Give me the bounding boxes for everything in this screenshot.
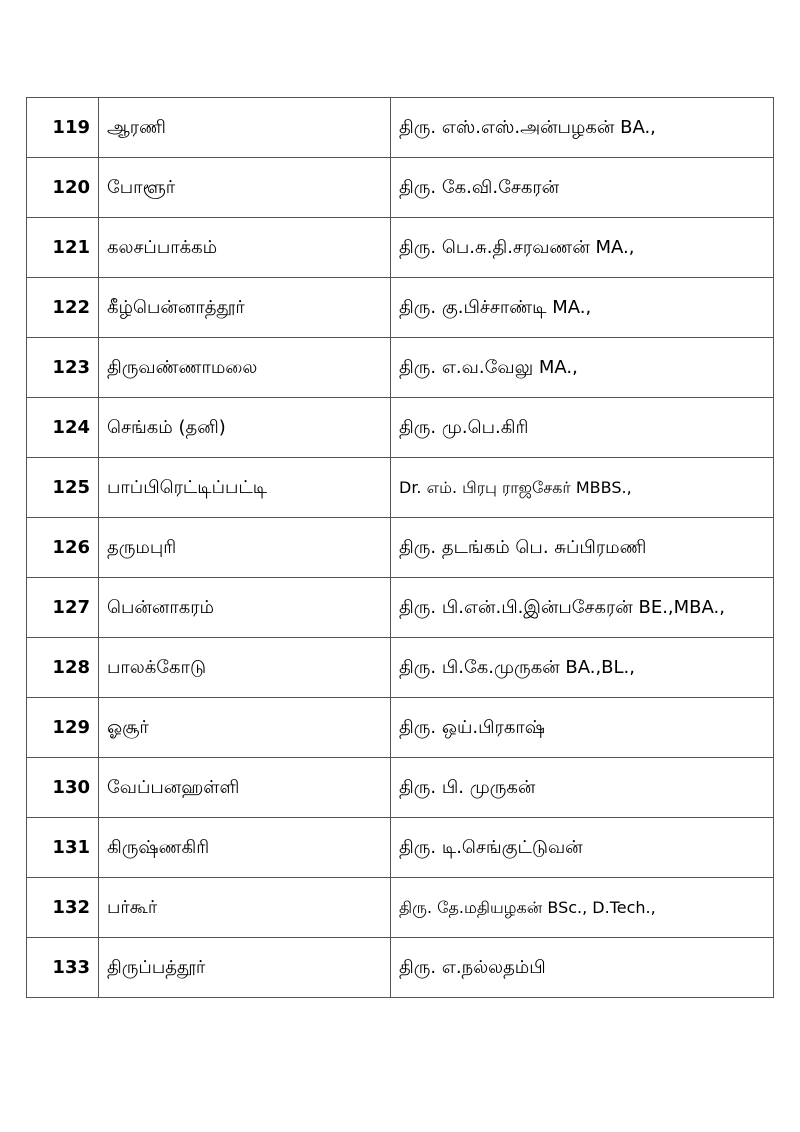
constituency-name: திருப்பத்தூர் xyxy=(99,938,391,998)
candidate-name: Dr. எம். பிரபு ராஜசேகர் MBBS., xyxy=(391,458,774,518)
row-number: 128 xyxy=(27,638,99,698)
constituency-name: கிருஷ்ணகிரி xyxy=(99,818,391,878)
row-number: 127 xyxy=(27,578,99,638)
constituency-name: பாலக்கோடு xyxy=(99,638,391,698)
table-row xyxy=(27,698,774,758)
row-number: 131 xyxy=(27,818,99,878)
table-row xyxy=(27,578,774,638)
table-row xyxy=(27,458,774,518)
candidate-name: திரு. ஒய்.பிரகாஷ் xyxy=(391,698,774,758)
candidate-name: திரு. தடங்கம் பெ. சுப்பிரமணி xyxy=(391,518,774,578)
constituency-name: வேப்பனஹள்ளி xyxy=(99,758,391,818)
constituency-name: தருமபுரி xyxy=(99,518,391,578)
table-row xyxy=(27,758,774,818)
table-row xyxy=(27,878,774,938)
constituency-name: ஆரணி xyxy=(99,98,391,158)
candidate-name: திரு. பி. முருகன் xyxy=(391,758,774,818)
constituency-name: கலசப்பாக்கம் xyxy=(99,218,391,278)
candidate-name: திரு. எ.நல்லதம்பி xyxy=(391,938,774,998)
row-number: 124 xyxy=(27,398,99,458)
table-row xyxy=(27,818,774,878)
constituency-name: பென்னாகரம் xyxy=(99,578,391,638)
row-number: 126 xyxy=(27,518,99,578)
candidate-name: திரு. பி.கே.முருகன் BA.,BL., xyxy=(391,638,774,698)
constituency-name: திருவண்ணாமலை xyxy=(99,338,391,398)
row-number: 119 xyxy=(27,98,99,158)
row-number: 123 xyxy=(27,338,99,398)
table-row xyxy=(27,338,774,398)
row-number: 129 xyxy=(27,698,99,758)
table-row xyxy=(27,218,774,278)
candidate-name: திரு. மு.பெ.கிரி xyxy=(391,398,774,458)
candidate-name: திரு. எஸ்.எஸ்.அன்பழகன் BA., xyxy=(391,98,774,158)
candidate-name: திரு. கே.வி.சேகரன் xyxy=(391,158,774,218)
row-number: 120 xyxy=(27,158,99,218)
candidate-name: திரு. தே.மதியழகன் BSc., D.Tech., xyxy=(391,878,774,938)
row-number: 122 xyxy=(27,278,99,338)
constituency-name: கீழ்பென்னாத்தூர் xyxy=(99,278,391,338)
candidate-name: திரு. பெ.சு.தி.சரவணன் MA., xyxy=(391,218,774,278)
row-number: 121 xyxy=(27,218,99,278)
table-row xyxy=(27,398,774,458)
candidate-name: திரு. கு.பிச்சாண்டி MA., xyxy=(391,278,774,338)
constituency-name: பாப்பிரெட்டிப்பட்டி xyxy=(99,458,391,518)
table-row xyxy=(27,158,774,218)
table-row xyxy=(27,98,774,158)
row-number: 133 xyxy=(27,938,99,998)
row-number: 125 xyxy=(27,458,99,518)
row-number: 132 xyxy=(27,878,99,938)
candidate-table-body xyxy=(27,98,774,998)
row-number: 130 xyxy=(27,758,99,818)
constituency-name: ஓசூர் xyxy=(99,698,391,758)
constituency-name: பர்கூர் xyxy=(99,878,391,938)
candidate-table xyxy=(26,97,774,998)
candidate-name: திரு. எ.வ.வேலு MA., xyxy=(391,338,774,398)
table-row xyxy=(27,938,774,998)
table-row xyxy=(27,638,774,698)
constituency-name: செங்கம் (தனி) xyxy=(99,398,391,458)
candidate-name: திரு. டி.செங்குட்டுவன் xyxy=(391,818,774,878)
table-row xyxy=(27,278,774,338)
candidate-name: திரு. பி.என்.பி.இன்பசேகரன் BE.,MBA., xyxy=(391,578,774,638)
table-row xyxy=(27,518,774,578)
constituency-name: போளூர் xyxy=(99,158,391,218)
